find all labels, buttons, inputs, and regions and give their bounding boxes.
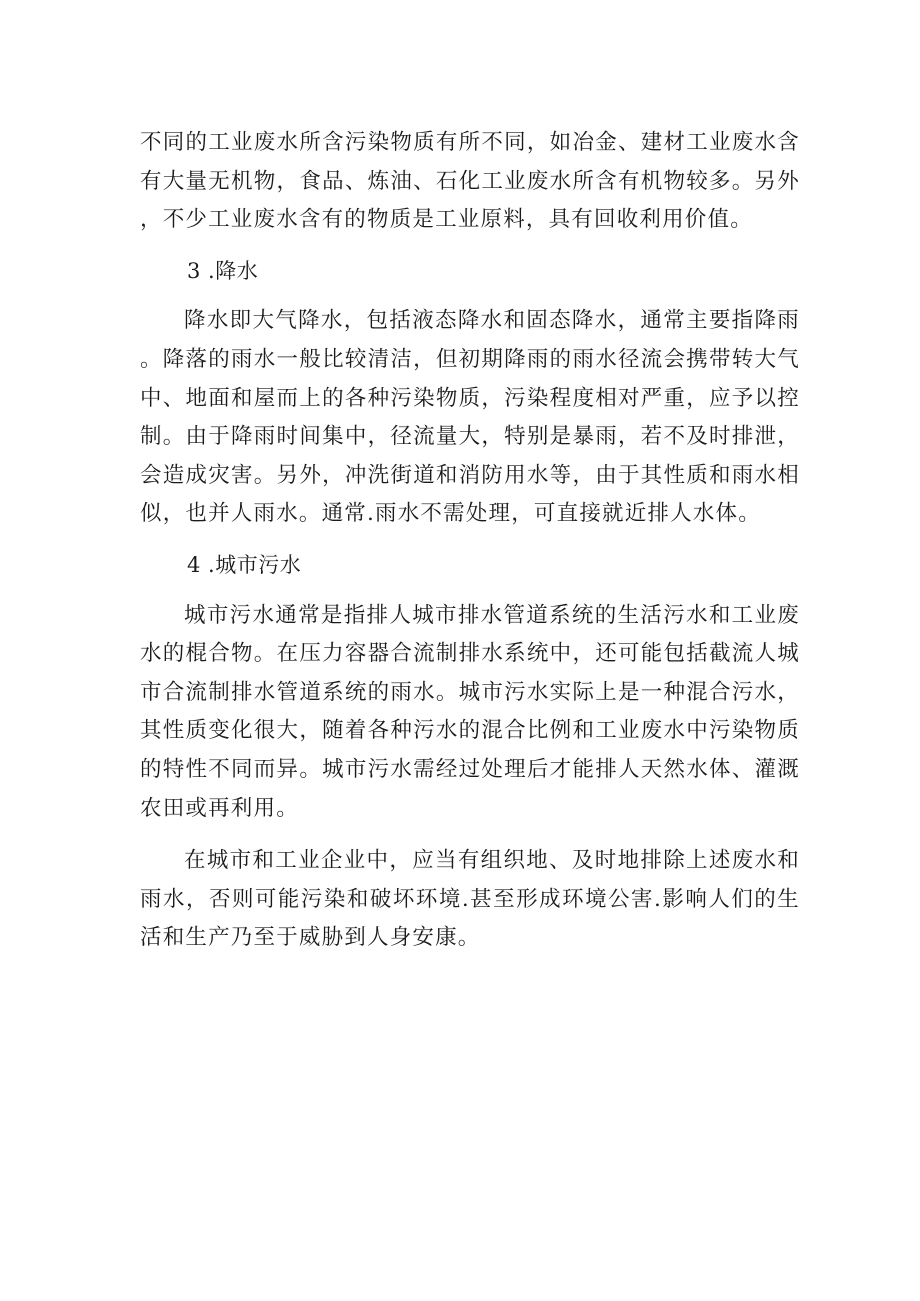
paragraph-drainage-conclusion: 在城市和工业企业中，应当有组织地、及时地排除上述废水和雨水，否则可能污染和破坏环境.甚至形成环境公害.影响人们的生活和生产乃至于威胁到人身安康。 xyxy=(140,848,800,951)
paragraph-urban-sewage: 城市污水通常是指排人城市排水管道系统的生活污水和工业废水的棍合物。在压力容器合流制排水系统中，还可能包括截流人城市合流制排水管道系统的雨水。城市污水实际上是一种混合污水，其性质变化很大，随着各种污水的混合比例和工业废水中污染物质的特性不同而异。城市污水需经过处理后才能排人天然水体、灌溉农田或再利用。 xyxy=(140,602,800,821)
document-page xyxy=(140,124,800,958)
paragraph-precipitation: 降水即大气降水，包括液态降水和固态降水，通常主要指降雨。降落的雨水一般比较清洁，但初期降雨的雨水径流会携带转大气中、地面和屋而上的各种污染物质，污染程度相对严重，应予以控制。由于降雨时间集中，径流量大，特别是暴雨，若不及时排泄，会造成灾害。另外，冲洗街道和消防用水等，由于其性质和雨水相似，也并人雨水。通常.雨水不需处理，可直接就近排人水体。 xyxy=(140,308,800,527)
spacer xyxy=(140,828,800,842)
spacer xyxy=(140,585,800,597)
spacer xyxy=(140,290,800,302)
paragraph-industrial-wastewater: 不同的工业废水所含污染物质有所不同，如冶金、建材工业废水含有大量无机物，食品、炼油、石化工业废水所含有机物较多。另外，不少工业废水含有的物质是工业原料，具有回收利用价值。 xyxy=(140,130,800,233)
section-heading-precipitation: 3 .降水 xyxy=(187,258,259,283)
spacer xyxy=(140,534,800,546)
section-heading-urban-sewage: 4 .城市污水 xyxy=(187,552,302,577)
spacer xyxy=(140,240,800,252)
